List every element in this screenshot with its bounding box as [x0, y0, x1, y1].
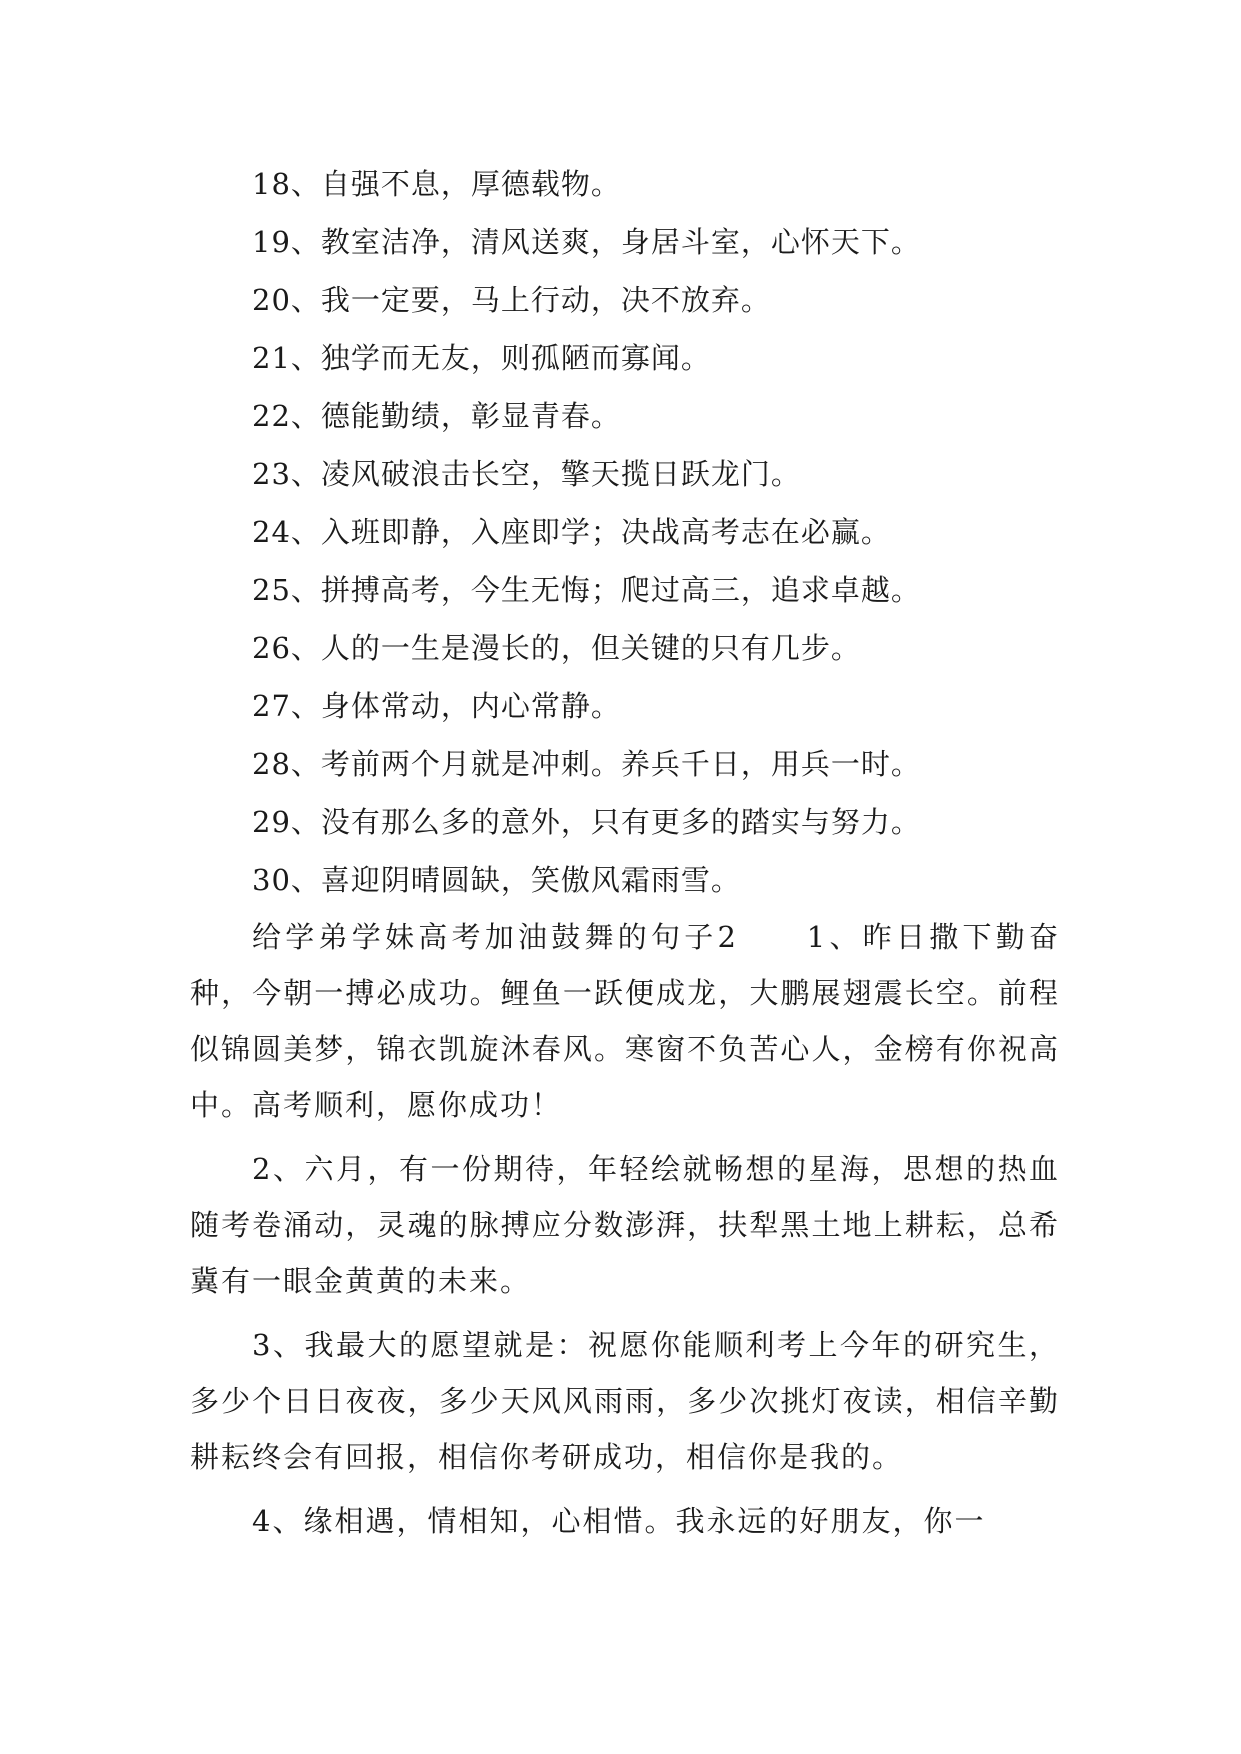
paragraph: 2、六月，有一份期待，年轻绘就畅想的星海，思想的热血随考卷涌动，灵魂的脉搏应分数澎湃，扶犁黑土地上耕耘，总希冀有一眼金黄黄的未来。 — [190, 1152, 1060, 1298]
list-item: 26、人的一生是漫长的，但关键的只有几步。 — [252, 631, 861, 665]
list-item: 18、自强不息，厚德载物。 — [252, 167, 621, 201]
paragraph-section-title: 给学弟学妹高考加油鼓舞的句子2 1、昨日撒下勤奋种，今朝一搏必成功。鲤鱼一跃便成龙，大鹏展翅震长空。前程似锦圆美梦，锦衣凯旋沐春风。寒窗不负苦心人，金榜有你祝高中。高考顺利，愿你成功！ — [190, 920, 1060, 1122]
list-item: 22、德能勤绩，彰显青春。 — [252, 399, 621, 433]
document-body — [190, 155, 1060, 1557]
paragraph: 3、我最大的愿望就是：祝愿你能顺利考上今年的研究生，多少个日日夜夜，多少天风风雨雨，多少次挑灯夜读，相信辛勤耕耘终会有回报，相信你考研成功，相信你是我的。 — [190, 1328, 1060, 1474]
list-item: 23、凌风破浪击长空，擎天揽日跃龙门。 — [252, 457, 801, 491]
list-item: 28、考前两个月就是冲刺。养兵千日，用兵一时。 — [252, 747, 921, 781]
list-item: 25、拼搏高考，今生无悔；爬过高三，追求卓越。 — [252, 573, 921, 607]
list-item: 30、喜迎阴晴圆缺，笑傲风霜雨雪。 — [252, 863, 741, 897]
list-item: 29、没有那么多的意外，只有更多的踏实与努力。 — [252, 805, 921, 839]
list-item: 21、独学而无友，则孤陋而寡闻。 — [252, 341, 711, 375]
list-item: 24、入班即静，入座即学；决战高考志在必赢。 — [252, 515, 891, 549]
list-item: 27、身体常动，内心常静。 — [252, 689, 621, 723]
paragraph: 4、缘相遇，情相知，心相惜。我永远的好朋友，你一 — [252, 1504, 986, 1538]
list-item: 20、我一定要，马上行动，决不放弃。 — [252, 283, 771, 317]
list-item: 19、教室洁净，清风送爽，身居斗室，心怀天下。 — [252, 225, 921, 259]
